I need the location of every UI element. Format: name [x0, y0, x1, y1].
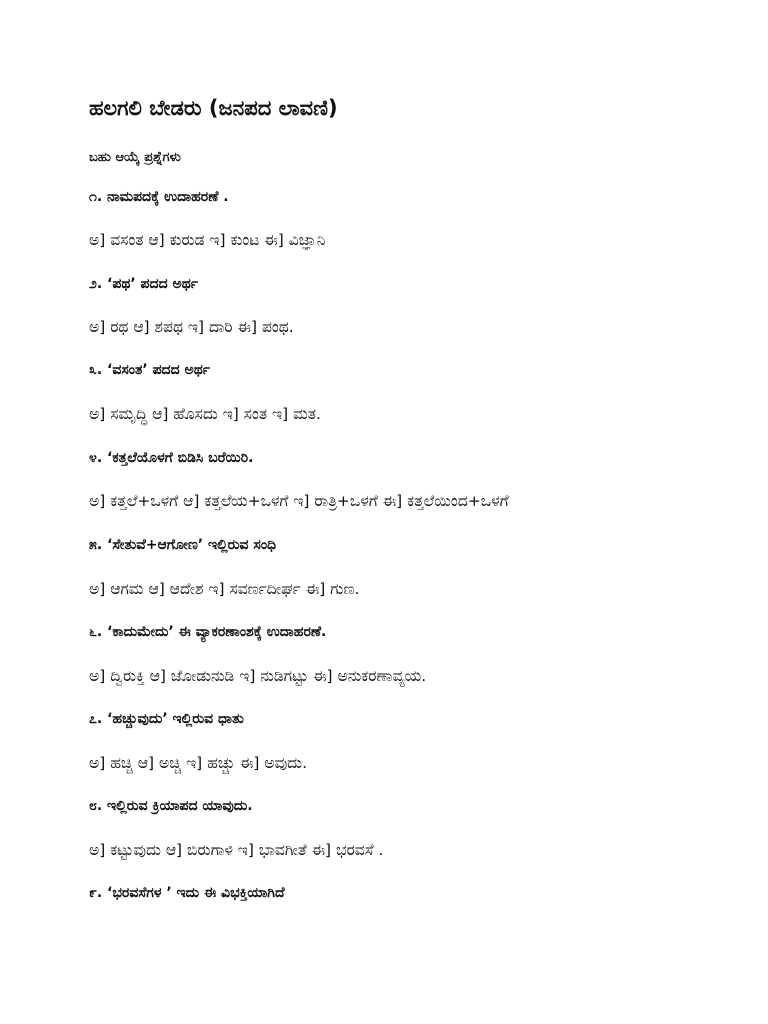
question-1-options: ಅ] ವಸಂತ ಆ] ಕುರುಡ ಇ] ಕುಂಟ ಈ] ವಿಜ್ಞಾನಿ: [89, 231, 326, 249]
section-heading: ಬಹು ಆಯ್ಕೆ ಪ್ರಶ್ನೆಗಳು: [89, 150, 181, 165]
document-title: ಹಲಗಲಿ ಬೇಡರು (ಜನಪದ ಲಾವಣಿ): [89, 96, 338, 120]
question-6-options: ಅ] ದ್ವಿರುಕ್ತಿ ಆ] ಜೋಡುನುಡಿ ಇ] ನುಡಿಗಟ್ಟು ಈ] ಅನುಕರಣಾವ್ಯಯ.: [89, 667, 427, 685]
question-2-options: ಅ] ರಥ ಆ] ಶಪಥ ಇ] ದಾರಿ ಈ] ಪಂಥ.: [89, 318, 294, 336]
question-2: ೨. ‘ಪಥ’ ಪದದ ಅರ್ಥ: [89, 276, 199, 292]
question-7: ೭. ‘ಹಚ್ಚುವುದು’ ಇಲ್ಲಿರುವ ಧಾತು: [89, 711, 244, 727]
question-1: ೧. ನಾಮಪದಕ್ಕೆ ಉದಾಹರಣೆ .: [89, 189, 229, 205]
question-9: ೯. ‘ಭರವಸೆಗಳ ’ ಇದು ಈ ವಿಭಕ್ತಿಯಾಗಿದೆ: [89, 885, 285, 901]
question-3-options: ಅ] ಸಮೃದ್ಧಿ ಆ] ಹೊಸದು ಇ] ಸಂತ ಇ] ಮತ.: [89, 405, 321, 423]
question-3: ೩. ‘ವಸಂತ’ ಪದದ ಅರ್ಥ: [89, 362, 211, 378]
question-5-options: ಅ] ಆಗಮ ಆ] ಆದೇಶ ಇ] ಸವರ್ಣದೀರ್ಘ ಈ] ಗುಣ.: [89, 580, 360, 598]
question-6: ೬. ‘ಕಾದುಮೇದು’ ಈ ವ್ಯಾಕರಣಾಂಶಕ್ಕೆ ಉದಾಹರಣೆ.: [89, 624, 327, 640]
question-5: ೫. ‘ಸೇತುವೆ+ಆಗೋಣ’ ಇಲ್ಲಿರುವ ಸಂಧಿ: [89, 537, 277, 553]
question-4-options: ಅ] ಕತ್ತಲೆ+ಒಳಗೆ ಆ] ಕತ್ತಲೆಯ+ಒಳಗೆ ಇ] ರಾತ್ರಿ+ಒಳಗೆ ಈ] ಕತ್ತಲೆಯಿಂದ+ಒಳಗೆ: [89, 492, 509, 510]
question-8-options: ಅ] ಕಟ್ಟುವುದು ಆ] ಬಿರುಗಾಳಿ ಇ] ಭಾವಗೀತೆ ಈ] ಭರವಸೆ .: [89, 841, 384, 859]
question-8: ೮. ಇಲ್ಲಿರುವ ಕ್ರಿಯಾಪದ ಯಾವುದು.: [89, 798, 253, 814]
question-4: ೪. ‘ಕತ್ತಲೆಯೊಳಗೆ ಬಿಡಿಸಿ ಬರೆಯಿರಿ.: [89, 450, 254, 466]
question-7-options: ಅ] ಹಚ್ಚಿ ಆ] ಅಚ್ಚಿ ಇ] ಹಚ್ಚು ಈ] ಅವುದು.: [89, 754, 308, 772]
